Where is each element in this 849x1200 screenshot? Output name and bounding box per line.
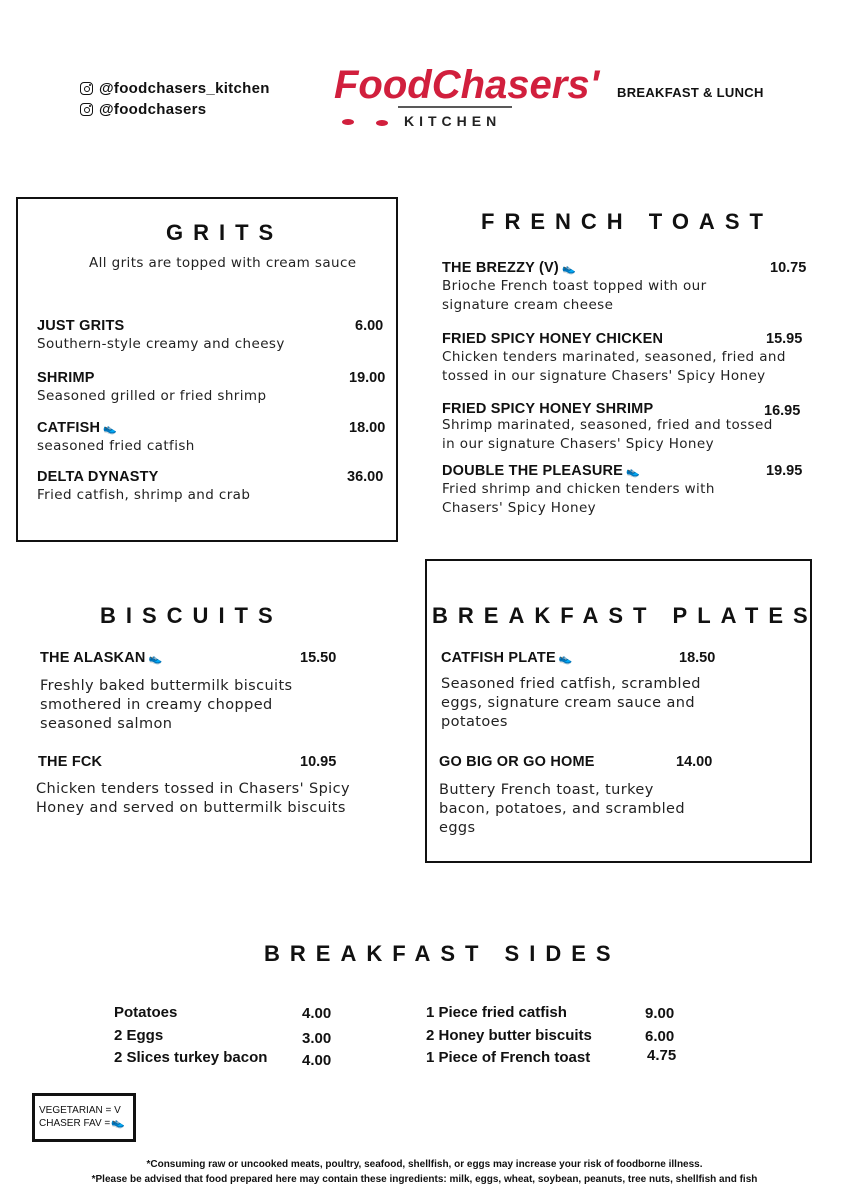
side-item-price: 6.00 — [645, 1028, 675, 1045]
menu-item-desc: Brioche French toast topped with our signature cream cheese — [442, 278, 707, 313]
menu-item-price: 15.95 — [766, 331, 803, 347]
menu-item-price: 36.00 — [347, 469, 384, 485]
disclaimer-allergens: *Please be advised that food prepared here may contain these ingredients: milk, eggs, wheat, soybean, peanuts, tree nuts, shellfish and fish — [91, 1174, 758, 1185]
side-item-price: 4.75 — [647, 1047, 677, 1064]
menu-item-desc: Buttery French toast, turkey bacon, potatoes, and scrambled eggs — [439, 782, 685, 836]
menu-item-price: 14.00 — [676, 754, 713, 770]
menu-item-desc: Shrimp marinated, seasoned, fried and tossed in our signature Chasers' Spicy Honey — [442, 417, 773, 452]
instagram-icon — [80, 82, 93, 95]
menu-item-price: 18.50 — [679, 650, 716, 666]
menu-item-name: FRIED SPICY HONEY SHRIMP — [442, 401, 654, 417]
menu-item-desc: Chicken tenders tossed in Chasers' Spicy Honey and served on buttermilk biscuits — [36, 781, 350, 816]
side-item-price: 4.00 — [302, 1052, 332, 1069]
menu-item-desc: Freshly baked buttermilk biscuits smothered in creamy chopped seasoned salmon — [40, 678, 293, 732]
breakfast-sides-heading: BREAKFAST SIDES — [264, 941, 621, 966]
menu-item-desc: Seasoned grilled or fried shrimp — [37, 388, 267, 404]
menu-item-price: 16.95 — [764, 403, 801, 419]
legend-chaser-fav — [39, 1117, 133, 1130]
menu-item-desc: Chicken tenders marinated, seasoned, fried and tossed in our signature Chasers' Spicy Honey — [442, 349, 786, 384]
side-item-price: 4.00 — [302, 1005, 332, 1022]
side-item-name: 2 Eggs — [114, 1027, 164, 1044]
side-item-name: Potatoes — [114, 1004, 178, 1021]
menu-item-desc: seasoned fried catfish — [37, 438, 195, 454]
logo-sub-text: KITCHEN — [404, 113, 502, 129]
chaser-fav-shoe-icon: 👟 — [558, 653, 573, 665]
menu-item-price: 10.75 — [770, 260, 807, 276]
french-toast-heading: FRENCH TOAST — [481, 209, 773, 234]
menu-item-name — [442, 463, 640, 479]
biscuits-heading: BISCUITS — [100, 603, 283, 628]
chaser-fav-shoe-icon: 👟 — [103, 423, 118, 435]
menu-item-price: 15.50 — [300, 650, 337, 666]
menu-item-price: 18.00 — [349, 420, 386, 436]
menu-item-name-text: CATFISH PLATE — [441, 650, 556, 666]
side-item-name: 1 Piece of French toast — [426, 1049, 591, 1066]
menu-item-name-text: DOUBLE THE PLEASURE — [442, 463, 624, 479]
menu-item-name — [441, 650, 573, 666]
menu-item-desc: Southern-style creamy and cheesy — [37, 336, 285, 352]
legend-box — [32, 1093, 136, 1142]
menu-item-desc: Fried shrimp and chicken tenders with Chasers' Spicy Honey — [442, 481, 715, 516]
chaser-fav-shoe-icon: 👟 — [111, 1117, 125, 1129]
side-item-price: 3.00 — [302, 1030, 332, 1047]
menu-item-name: FRIED SPICY HONEY CHICKEN — [442, 331, 664, 347]
menu-item-name: JUST GRITS — [37, 318, 125, 334]
chaser-fav-shoe-icon: 👟 — [626, 466, 640, 478]
breakfast-plates-heading: BREAKFAST PLATES — [432, 603, 818, 628]
tagline: BREAKFAST & LUNCH — [617, 85, 764, 100]
menu-item-name — [37, 420, 117, 436]
side-item-name: 2 Slices turkey bacon — [114, 1049, 268, 1066]
social-handle-label: @foodchasers — [99, 101, 207, 118]
legend-vegetarian: VEGETARIAN = V — [39, 1105, 121, 1116]
side-item-name: 2 Honey butter biscuits — [426, 1027, 592, 1044]
menu-item-price: 19.00 — [349, 370, 386, 386]
menu-item-desc: Fried catfish, shrimp and crab — [37, 487, 251, 503]
logo — [330, 38, 600, 133]
social-handle-main[interactable] — [80, 101, 206, 118]
grits-subtitle: All grits are topped with cream sauce — [89, 255, 357, 271]
menu-item-name-text: THE BREZZY (V) — [442, 260, 559, 276]
chaser-fav-shoe-icon: 👟 — [148, 653, 163, 665]
side-item-price: 9.00 — [645, 1005, 675, 1022]
menu-item-name: SHRIMP — [37, 370, 95, 386]
menu-item-name: THE FCK — [38, 754, 103, 770]
legend-chaser-fav-label: CHASER FAV = — [39, 1118, 111, 1129]
side-item-name: 1 Piece fried catfish — [426, 1004, 567, 1021]
disclaimer-raw-food: *Consuming raw or uncooked meats, poultry, seafood, shellfish, or eggs may increase your risk of foodborne illness. — [146, 1159, 703, 1170]
menu-item-name — [40, 650, 162, 666]
social-handle-kitchen[interactable] — [80, 80, 270, 97]
logo-main-text: FoodChasers' — [334, 63, 600, 107]
menu-item-name: DELTA DYNASTY — [37, 469, 159, 485]
menu-item-price: 19.95 — [766, 463, 803, 479]
logo-graphic — [330, 38, 600, 133]
social-handle-label: @foodchasers_kitchen — [99, 80, 270, 97]
menu-item-name: GO BIG OR GO HOME — [439, 754, 595, 770]
menu-item-name-text: THE ALASKAN — [40, 650, 146, 666]
grits-heading: GRITS — [166, 220, 284, 245]
chaser-fav-shoe-icon: 👟 — [561, 263, 576, 275]
menu-item-name-text: CATFISH — [37, 420, 101, 436]
menu-item-price: 10.95 — [300, 754, 337, 770]
menu-item-name — [442, 260, 576, 276]
menu-item-desc: Seasoned fried catfish, scrambled eggs, signature cream sauce and potatoes — [441, 676, 701, 730]
menu-item-price: 6.00 — [355, 318, 384, 334]
instagram-icon — [80, 103, 93, 116]
